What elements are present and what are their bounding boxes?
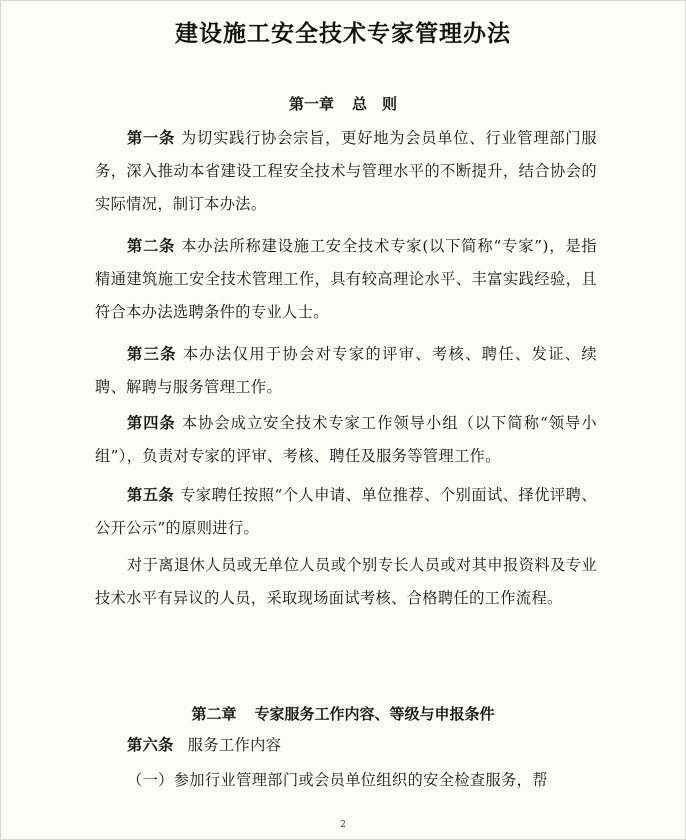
chapter-number: 第一章 [288, 95, 334, 113]
article-text: 服务工作内容 [187, 736, 282, 754]
article-label: 第六条 [127, 736, 174, 754]
chapter-number: 第二章 [191, 705, 237, 723]
article-text: 本协会成立安全技术专家工作领导小组（以下简称“领导小组”），负责对专家的评审、考核、聘任及服务等管理工作。 [95, 414, 597, 465]
article-5-supplement: 对于离退休人员或无单位人员或个别专长人员或对其申报资料及专业技术水平有异议的人员，采取现场面试考核、合格聘任的工作流程。 [95, 556, 597, 607]
article-2 [95, 230, 597, 329]
page-number: 2 [340, 820, 346, 830]
article-1 [95, 122, 597, 221]
article-text: 专家聘任按照“个人申请、单位推荐、个别面试、择优评聘、公开公示”的原则进行。 [95, 486, 597, 537]
article-text: 为切实践行协会宗旨，更好地为会员单位、行业管理部门服务，深入推动本省建设工程安全技术与管理水平的不断提升，结合协会的实际情况，制订本办法。 [95, 129, 597, 213]
chapter-title: 总 则 [352, 95, 398, 113]
chapter-heading-2 [1, 703, 685, 724]
article-label: 第五条 [127, 486, 175, 504]
chapter-title: 专家服务工作内容、等级与申报条件 [254, 705, 495, 723]
chapter-heading-1 [1, 93, 685, 114]
article-label: 第二条 [127, 237, 176, 255]
article-6-item-1: （一）参加行业管理部门或会员单位组织的安全检查服务，帮 [127, 771, 548, 789]
article-text: 本办法所称建设施工安全技术专家(以下简称“专家”)，是指精通建筑施工安全技术管理工作，具有较高理论水平、丰富实践经验，且符合本办法选聘条件的专业人士。 [95, 237, 597, 321]
article-6 [95, 729, 597, 762]
article-4 [95, 407, 597, 473]
article-text: 本办法仅用于协会对专家的评审、考核、聘任、发证、续聘、解聘与服务管理工作。 [95, 345, 598, 396]
article-5 [95, 479, 597, 545]
article-label: 第一条 [127, 129, 176, 147]
article-3 [95, 338, 597, 404]
article-label: 第三条 [127, 345, 177, 363]
article-label: 第四条 [127, 414, 176, 432]
document-title: 建设施工安全技术专家管理办法 [175, 21, 511, 47]
